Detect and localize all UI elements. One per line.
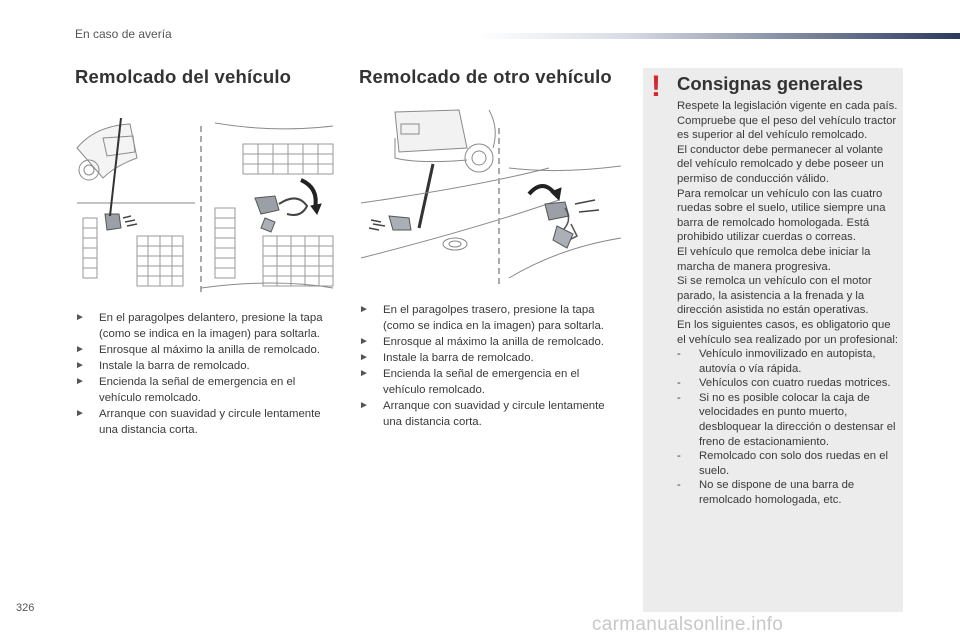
warning-paragraph: En los siguientes casos, es obligatorio que el vehículo sea realizado por un profesional: (677, 318, 899, 346)
triangle-bullet-icon: ► (359, 368, 369, 379)
list-item: ► En el paragolpes delantero, presione la tapa (como se indica en la imagen) para soltarla. (75, 312, 323, 340)
front-bumper-illustration (75, 118, 335, 298)
triangle-bullet-icon: ► (75, 312, 85, 323)
rear-bumper-illustration (359, 108, 621, 288)
middle-column-title: Remolcado de otro vehículo (359, 66, 612, 87)
triangle-bullet-icon: ► (359, 336, 369, 347)
warning-icon: ! (651, 70, 661, 103)
list-item: ► Arranque con suavidad y circule lentamente una distancia corta. (359, 400, 605, 428)
warning-paragraph: Si se remolca un vehículo con el motor parado, la asistencia a la frenada y la dirección asistida no están operativas. (677, 275, 872, 317)
list-item: ► Enrosque al máximo la anilla de remolcado. (359, 336, 604, 348)
list-item: ► Enrosque al máximo la anilla de remolcado. (75, 344, 320, 356)
warning-title: Consignas generales (677, 73, 864, 94)
warning-paragraph: El vehículo que remolca debe iniciar la marcha de manera progresiva. (677, 245, 871, 273)
page-number: 326 (16, 602, 35, 614)
warning-body (677, 99, 899, 508)
warning-paragraph: Respete la legislación vigente en cada país. (677, 100, 898, 112)
left-column-title: Remolcado del vehículo (75, 66, 292, 87)
triangle-bullet-icon: ► (75, 344, 85, 355)
triangle-bullet-icon: ► (75, 360, 85, 371)
list-item: ► Instale la barra de remolcado. (359, 352, 534, 364)
triangle-bullet-icon: ► (75, 408, 85, 419)
list-item: ► En el paragolpes trasero, presione la tapa (como se indica en la imagen) para soltarla. (359, 304, 604, 332)
triangle-bullet-icon: ► (359, 400, 369, 411)
triangle-bullet-icon: ► (75, 376, 85, 387)
middle-steps-list (359, 302, 609, 430)
warning-case-item: - No se dispone de una barra de remolcado homologada, etc. (677, 479, 855, 507)
triangle-bullet-icon: ► (359, 304, 369, 315)
triangle-bullet-icon: ► (359, 352, 369, 363)
list-item: ► Encienda la señal de emergencia en el vehículo remolcado. (359, 368, 580, 396)
warning-paragraph: Compruebe que el peso del vehículo tractor es superior al del vehículo remolcado. (677, 114, 897, 142)
left-steps-list (75, 310, 325, 438)
warning-paragraph: Para remolcar un vehículo con las cuatro ruedas sobre el suelo, utilice siempre una barra de remolcado homologada. Está prohibido utilizar cuerdas o correas. (677, 187, 886, 244)
warning-paragraph: El conductor debe permanecer al volante del vehículo remolcado y debe poseer un permiso de conducción válido. (677, 143, 884, 185)
section-title: En caso de avería (75, 27, 172, 41)
warning-case-item: - Vehículo inmovilizado en autopista, autovía o vía rápida. (677, 348, 876, 375)
watermark: carmanualsonline.info (592, 614, 784, 635)
warning-case-item: - Remolcado con solo dos ruedas en el suelo. (677, 450, 889, 477)
list-item: ► Arranque con suavidad y circule lentamente una distancia corta. (75, 408, 321, 436)
header-gradient-bar (478, 33, 960, 39)
list-item: ► Instale la barra de remolcado. (75, 360, 250, 372)
warning-case-item: - Si no es posible colocar la caja de velocidades en punto muerto, desbloquear la dirección o destensar el freno de estacionamiento. (677, 391, 896, 448)
warning-case-item: - Vehículos con cuatro ruedas motrices. (677, 377, 891, 390)
list-item: ► Encienda la señal de emergencia en el vehículo remolcado. (75, 376, 296, 404)
